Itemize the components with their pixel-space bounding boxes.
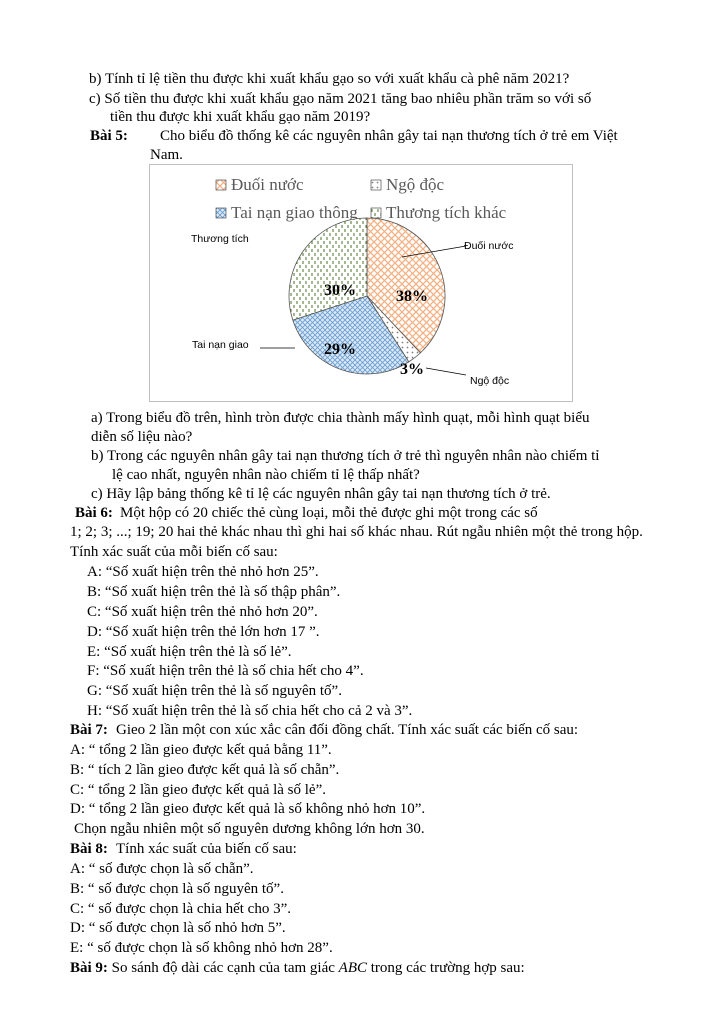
bai8-label: Bài 8: (70, 841, 108, 857)
bai7-text: Gieo 2 lần một con xúc xắc cân đối đồng chất. Tính xác suất các biến cố sau: (116, 722, 579, 738)
bai6-event-c: C: “Số xuất hiện trên thẻ nhỏ hơn 20”. (87, 604, 318, 620)
pie-value-label-duoi-nuoc: 38% (396, 288, 428, 305)
legend-swatch-thuong-tich-khac (371, 208, 381, 218)
bai6-event-e: E: “Số xuất hiện trên thẻ là số lẻ”. (87, 644, 292, 660)
bai8-text: Tính xác suất của biến cố sau: (116, 841, 297, 857)
bai7-event-a: A: “ tổng 2 lần gieo được kết quả bằng 11”. (70, 742, 332, 758)
legend-label-thuong-tich-khac: Thương tích khác (386, 203, 507, 222)
bai8-intro: Chọn ngẫu nhiên một số nguyên dương không lớn hơn 30. (74, 821, 425, 837)
bai5-question-b-line1: b) Trong các nguyên nhân gây tai nạn thương tích ở trẻ thì nguyên nhân nào chiếm tỉ (91, 448, 600, 464)
leader-line-ngo-doc (426, 368, 466, 375)
legend (216, 175, 507, 222)
bai8-event-e: E: “ số được chọn là số không nhỏ hơn 28”. (70, 940, 333, 956)
pie-value-label-tai-nan-giao-thong: 29% (324, 341, 356, 358)
pie-value-label-ngo-doc: 3% (400, 361, 424, 378)
legend-label-ngo-doc: Ngộ độc (386, 175, 445, 194)
bai6-event-d: D: “Số xuất hiện trên thẻ lớn hơn 17 ”. (87, 624, 320, 640)
bai9-text-before: So sánh độ dài các cạnh của tam giác (111, 960, 335, 976)
bai6-event-h: H: “Số xuất hiện trên thẻ là số chia hết cho cả 2 và 3”. (87, 703, 413, 719)
bai9-text-after: trong các trường hợp sau: (370, 960, 525, 976)
pie-category-label-thuong-tich: Thương tích (191, 233, 249, 245)
bai7-label: Bài 7: (70, 722, 108, 738)
bai6-event-b: B: “Số xuất hiện trên thẻ là số thập phân”. (87, 584, 341, 600)
bai5-text-line1: Cho biểu đồ thống kê các nguyên nhân gây tai nạn thương tích ở trẻ em Việt (160, 128, 618, 144)
legend-swatch-ngo-doc (371, 180, 381, 190)
pie-category-label-tai-nan-giao: Tai nạn giao (192, 339, 249, 351)
bai6-event-f: F: “Số xuất hiện trên thẻ là số chia hết cho 4”. (87, 663, 364, 679)
legend-swatch-tai-nan-giao-thong (216, 208, 226, 218)
bai7-event-d: D: “ tổng 2 lần gieo được kết quả là số không nhỏ hơn 10”. (70, 801, 426, 817)
bai5-question-a-line1: a) Trong biểu đồ trên, hình tròn được chia thành mấy hình quạt, mỗi hình quạt biểu (91, 410, 590, 426)
bai9-line (70, 959, 525, 977)
bai9-triangle-name: ABC (338, 960, 368, 976)
bai9-label: Bài 9: (70, 960, 108, 976)
pie-category-label-duoi-nuoc: Đuối nước (464, 240, 514, 252)
bai6-label: Bài 6: (75, 505, 113, 521)
question-4b: b) Tính tỉ lệ tiền thu được khi xuất khẩu gạo so với xuất khẩu cà phê năm 2021? (89, 71, 570, 87)
question-4c-line1: c) Số tiền thu được khi xuất khẩu gạo năm 2021 tăng bao nhiêu phần trăm so với số (89, 91, 592, 107)
bai6-event-a: A: “Số xuất hiện trên thẻ nhỏ hơn 25”. (87, 564, 319, 580)
pie-chart (150, 165, 572, 401)
legend-label-duoi-nuoc: Đuối nước (231, 175, 304, 194)
pie-chart-frame (149, 164, 573, 402)
bai8-event-b: B: “ số được chọn là số nguyên tố”. (70, 881, 284, 897)
bai5-text-line2: Nam. (150, 147, 183, 163)
bai7-event-c: C: “ tổng 2 lần gieo được kết quả là số lẻ”. (70, 782, 326, 798)
bai5-question-c: c) Hãy lập bảng thống kê tỉ lệ các nguyên nhân gây tai nạn thương tích ở trẻ. (91, 486, 551, 502)
bai7-event-b: B: “ tích 2 lần gieo được kết quả là số chẵn”. (70, 762, 340, 778)
question-4c-line2: tiền thu được khi xuất khẩu gạo năm 2019? (110, 109, 371, 125)
bai6-text-line3: Tính xác suất của mỗi biến cố sau: (70, 544, 278, 560)
bai8-event-d: D: “ số được chọn là số nhỏ hơn 5”. (70, 920, 286, 936)
bai8-event-a: A: “ số được chọn là số chẵn”. (70, 861, 254, 877)
legend-swatch-duoi-nuoc (216, 180, 226, 190)
bai5-label: Bài 5: (90, 128, 128, 144)
bai6-text-line2: 1; 2; 3; ...; 19; 20 hai thẻ khác nhau thì ghi hai số khác nhau. Rút ngẫu nhiên một thẻ trong hộp. (70, 524, 643, 540)
bai6-text-line1: Một hộp có 20 chiếc thẻ cùng loại, mỗi thẻ được ghi một trong các số (120, 505, 538, 521)
bai5-question-a-line2: diễn số liệu nào? (91, 429, 193, 445)
legend-label-tai-nan-giao-thong: Tai nạn giao thông (231, 203, 358, 222)
pie-category-label-ngo-doc: Ngộ độc (470, 375, 510, 387)
bai8-event-c: C: “ số được chọn là chia hết cho 3”. (70, 901, 291, 917)
bai5-question-b-line2: lệ cao nhất, nguyên nhân nào chiếm tỉ lệ thấp nhất? (112, 467, 420, 483)
pie-value-label-thuong-tich-khac: 30% (324, 282, 356, 299)
bai6-event-g: G: “Số xuất hiện trên thẻ là số nguyên tố”. (87, 683, 342, 699)
